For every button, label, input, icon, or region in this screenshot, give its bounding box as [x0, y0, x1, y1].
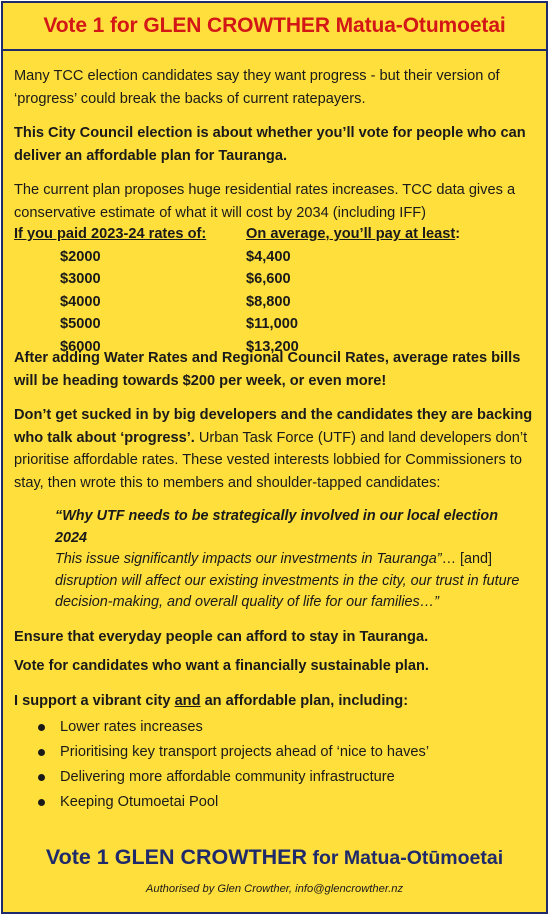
- developers-text: Urban Task Force (UTF) and land developers don’t prioritise affordable rates. These vested interests lobbied for Commissioners to stay, then wrote this to members and shoulder-tapped candidates:: [14, 429, 528, 491]
- quote-line2: This issue significantly impacts our investments in Tauranga”: [55, 551, 442, 567]
- page-title: Vote 1 for GLEN CROWTHER Matua-Otumoetai: [43, 14, 506, 37]
- developers-paragraph: [14, 404, 538, 494]
- footer-title: [3, 845, 546, 870]
- bullet-icon: [38, 774, 45, 781]
- support-suffix: an affordable plan, including:: [200, 692, 409, 709]
- quote-rest: disruption will affect our existing investments in the city, our trust in future decision-making, and overall quality of life for our families…”: [55, 572, 520, 610]
- flyer-body: [14, 65, 538, 815]
- rates-header-colon: :: [455, 226, 461, 242]
- rates-table: [14, 223, 538, 355]
- footer-name: GLEN CROWTHER: [114, 845, 308, 869]
- rates-future-value: $6,600: [246, 271, 291, 287]
- list-item-text: Keeping Otumoetai Pool: [60, 794, 219, 810]
- support-and: and: [174, 692, 201, 709]
- rates-future-value: $8,800: [246, 293, 291, 310]
- intro-paragraph: Many TCC election candidates say they want progress - but their version of ‘progress’ could break the backs of current ratepayers.: [14, 68, 500, 107]
- bullet-icon: [38, 724, 45, 731]
- rates-paid-value: $2000: [60, 248, 101, 265]
- header-banner: [3, 3, 546, 51]
- list-item: [14, 790, 538, 815]
- flyer: [1, 1, 548, 914]
- list-item: [14, 715, 538, 740]
- list-item-text: Prioritising key transport projects ahead of ‘nice to haves’: [60, 744, 430, 760]
- election-statement: This City Council election is about whether you’ll vote for people who can deliver an affordable plan for Tauranga.: [14, 125, 526, 164]
- rates-header-paid: If you paid 2023-24 rates of:: [14, 226, 207, 242]
- rates-header-future: [246, 223, 460, 246]
- rates-future-value: $11,000: [246, 316, 298, 332]
- list-item-text: Lower rates increases: [60, 719, 203, 735]
- rates-paid-value: $5000: [60, 316, 101, 332]
- vote-line: Vote for candidates who want a financially sustainable plan.: [14, 658, 429, 674]
- plan-list: [14, 715, 538, 815]
- list-item: [14, 740, 538, 765]
- list-item-text: Delivering more affordable community infrastructure: [60, 769, 395, 785]
- rates-column-future: [246, 223, 460, 358]
- rates-future-value: $4,400: [246, 248, 291, 265]
- rates-future-value: $13,200: [246, 338, 299, 355]
- rates-column-paid: [14, 223, 206, 358]
- list-item: [14, 765, 538, 790]
- authorised-line: Authorised by Glen Crowther, info@glencrowther.nz: [145, 883, 404, 895]
- current-plan-paragraph: The current plan proposes huge residential rates increases. TCC data gives a conservative estimate of what it will cost by 2034 (including IFF): [14, 182, 516, 221]
- quote-ellipsis: … [and]: [441, 551, 492, 567]
- water-rates-paragraph: After adding Water Rates and Regional Council Rates, average rates bills will be heading towards $200 per week, or even more!: [14, 350, 521, 389]
- rates-paid-value: $3000: [60, 271, 101, 287]
- utf-quote: [55, 506, 534, 614]
- support-line: [14, 690, 538, 713]
- support-prefix: I support a vibrant city: [14, 692, 175, 709]
- rates-paid-value: $6000: [60, 338, 101, 355]
- rates-paid-value: $4000: [60, 293, 101, 310]
- footer-vote: Vote 1: [45, 845, 115, 869]
- rates-header-future-text: On average, you’ll pay at least: [246, 226, 456, 242]
- developers-bold: Don’t get sucked in by big developers and the candidates they are backing who talk about ‘progress’.: [14, 407, 533, 446]
- bullet-icon: [38, 749, 45, 756]
- afford-line: Ensure that everyday people can afford to stay in Tauranga.: [14, 628, 429, 645]
- bullet-icon: [38, 799, 45, 806]
- footer-rest: for Matua-Otūmoetai: [307, 847, 504, 869]
- quote-bold: “Why UTF needs to be strategically involved in our local election 2024: [55, 508, 499, 546]
